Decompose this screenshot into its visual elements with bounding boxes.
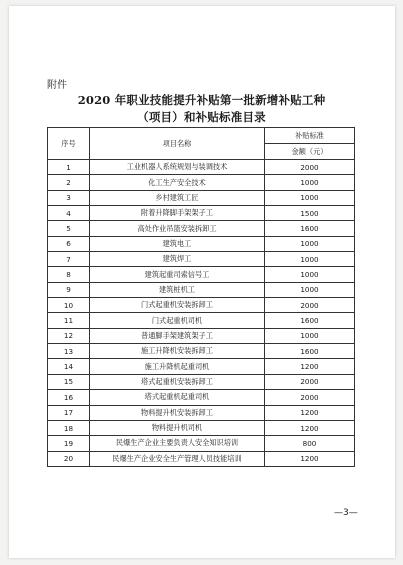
table-row (48, 252, 355, 267)
document-title-line-1: 2020 年职业技能提升补贴第一批新增补贴工种 (77, 93, 326, 107)
table-row (48, 206, 355, 221)
cell-amount: 1000 (265, 282, 355, 297)
header-subsidy-standard: 补贴标准 (265, 128, 355, 144)
table-body (48, 160, 355, 467)
cell-project-name: 民爆生产企业安全生产管理人员技能培训 (90, 451, 265, 466)
cell-amount: 1200 (265, 420, 355, 435)
cell-serial-number: 6 (48, 236, 90, 251)
cell-amount: 1000 (265, 190, 355, 205)
cell-amount: 1600 (265, 344, 355, 359)
table-row (48, 175, 355, 190)
cell-serial-number: 5 (48, 221, 90, 236)
cell-project-name: 化工生产安全技术 (90, 175, 265, 190)
cell-amount: 2000 (265, 298, 355, 313)
header-serial-number: 序号 (48, 128, 90, 160)
cell-serial-number: 12 (48, 328, 90, 343)
cell-serial-number: 15 (48, 374, 90, 389)
table-row (48, 236, 355, 251)
cell-amount: 1200 (265, 359, 355, 374)
cell-project-name: 门式起重机安装拆卸工 (90, 298, 265, 313)
table-row (48, 390, 355, 405)
table-row (48, 359, 355, 374)
cell-project-name: 民爆生产企业主要负责人安全知识培训 (90, 436, 265, 451)
cell-serial-number: 10 (48, 298, 90, 313)
cell-serial-number: 3 (48, 190, 90, 205)
cell-project-name: 建筑焊工 (90, 252, 265, 267)
document-title-line-2: （项目）和补贴标准目录 (137, 110, 266, 124)
cell-amount: 1600 (265, 313, 355, 328)
cell-project-name: 乡村建筑工匠 (90, 190, 265, 205)
cell-serial-number: 11 (48, 313, 90, 328)
cell-serial-number: 14 (48, 359, 90, 374)
table-row (48, 267, 355, 282)
cell-amount: 1000 (265, 175, 355, 190)
header-project-name: 项目名称 (90, 128, 265, 160)
header-amount: 金额（元） (265, 144, 355, 160)
cell-project-name: 施工升降机起重司机 (90, 359, 265, 374)
page-number: —3— (334, 508, 358, 518)
cell-project-name: 建筑起重司索信号工 (90, 267, 265, 282)
table-row (48, 328, 355, 343)
table-row (48, 344, 355, 359)
attachment-label: 附件 (47, 80, 67, 91)
cell-serial-number: 7 (48, 252, 90, 267)
table-row (48, 190, 355, 205)
subsidy-table (47, 127, 355, 467)
cell-amount: 800 (265, 436, 355, 451)
cell-serial-number: 1 (48, 160, 90, 175)
cell-amount: 1000 (265, 236, 355, 251)
cell-serial-number: 18 (48, 420, 90, 435)
cell-project-name: 塔式起重机起重司机 (90, 390, 265, 405)
cell-project-name: 物料提升机安装拆卸工 (90, 405, 265, 420)
cell-serial-number: 4 (48, 206, 90, 221)
cell-amount: 1000 (265, 328, 355, 343)
cell-serial-number: 9 (48, 282, 90, 297)
table-row (48, 405, 355, 420)
cell-serial-number: 20 (48, 451, 90, 466)
cell-amount: 1600 (265, 221, 355, 236)
cell-amount: 1200 (265, 451, 355, 466)
cell-project-name: 物料提升机司机 (90, 420, 265, 435)
table-row (48, 451, 355, 466)
table-row (48, 221, 355, 236)
cell-amount: 1000 (265, 252, 355, 267)
cell-project-name: 建筑电工 (90, 236, 265, 251)
cell-amount: 1500 (265, 206, 355, 221)
table-row (48, 282, 355, 297)
cell-project-name: 工业机器人系统规划与装调技术 (90, 160, 265, 175)
cell-serial-number: 8 (48, 267, 90, 282)
cell-project-name: 塔式起重机安装拆卸工 (90, 374, 265, 389)
cell-serial-number: 13 (48, 344, 90, 359)
table-row (48, 374, 355, 389)
cell-project-name: 建筑桩机工 (90, 282, 265, 297)
cell-project-name: 高处作业吊篮安装拆卸工 (90, 221, 265, 236)
cell-amount: 1000 (265, 267, 355, 282)
cell-amount: 2000 (265, 374, 355, 389)
cell-project-name: 附着升降脚手架架子工 (90, 206, 265, 221)
table-row (48, 436, 355, 451)
cell-project-name: 普通脚手架建筑架子工 (90, 328, 265, 343)
cell-serial-number: 2 (48, 175, 90, 190)
cell-amount: 2000 (265, 390, 355, 405)
table-row (48, 420, 355, 435)
table-row (48, 160, 355, 175)
table-row (48, 298, 355, 313)
table-row (48, 313, 355, 328)
cell-project-name: 施工升降机安装拆卸工 (90, 344, 265, 359)
cell-amount: 1200 (265, 405, 355, 420)
cell-serial-number: 17 (48, 405, 90, 420)
cell-project-name: 门式起重机司机 (90, 313, 265, 328)
cell-serial-number: 19 (48, 436, 90, 451)
cell-amount: 2000 (265, 160, 355, 175)
cell-serial-number: 16 (48, 390, 90, 405)
